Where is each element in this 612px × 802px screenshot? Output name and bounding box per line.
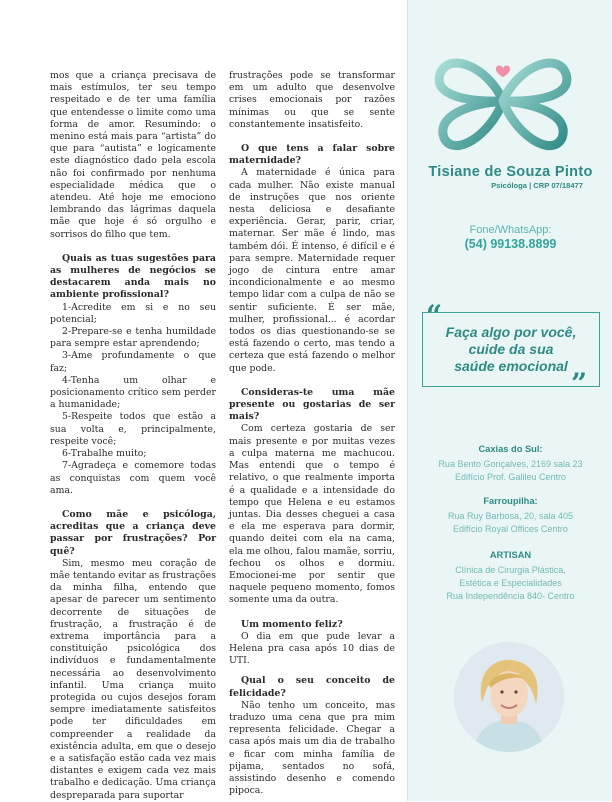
answer-paragraph: Não tenho um conceito, mas traduzo uma cena que pra mim representa felicidade. Chegar a casa após mais um dia de trabalho e ficar com minha família de pijama, sentados no sofá, assistindo desenho e comendo pipoca. [229,699,395,797]
quote-line: Faça algo por você, [445,324,577,340]
butterfly-logo-icon [428,46,578,156]
tip-item: 1-Acredite em si e no seu potencial; [50,301,216,325]
question-heading: Um momento feliz? [241,618,343,630]
paragraph-continuation: frustrações pode se transformar em um adulto que desenvolve crises emocionais por razões mínimas ou que se sente constantemente insatisfeito. [229,70,395,130]
location-building: Edifício Prof. Galileu Centro [454,472,567,482]
article-column-right [229,70,395,797]
location-address: Rua Independência 840- Centro [446,591,575,601]
phone-number: (54) 99138.8899 [464,237,557,251]
therapist-credentials: Psicóloga | CRP 07/18477 [491,181,583,190]
heart-icon [496,66,510,77]
tip-item: 5-Respeite todos que estão a sua volta e, principalmente, respeite você; [50,411,216,447]
phone-label: Fone/WhatsApp: [469,224,552,236]
open-quote-icon: “ [426,299,443,332]
answer-paragraph: Com certeza gostaria de ser mais presente e por muitas vezes a culpa materna me machucou. Mas entendi que o tempo é relativo, o que realmente importa é a qualidade e a intensidade do tempo que Helena e eu estamos juntas. Dia desses cheguei a casa e ela me esperava para dormir, quando deitei com ela na cama, ela me olhou, falou mamãe, sorriu, fechou os olhos e dormiu. Emocionei-me por sentir que naquele pequeno momento, fomos somente uma da outra. [229,423,395,606]
location-title: ARTISAN [489,550,532,560]
tip-item: 7-Agradeça e comemore todas as conquistas com quem você ama. [50,460,216,496]
question-heading: Como mãe e psicóloga, acreditas que a criança deve passar por frustrações? Por quê? [50,508,216,557]
location-description: Estética e Especialidades [459,578,562,588]
answer-paragraph: Sim, mesmo meu coração de mãe tentando evitar as frustrações da minha filha, entendo que apesar de parecer um sentimento decorrente de situações de frustração, a frustração é de extrema importância para a constituição psicológica dos indivíduos e fundamentalmente necessária ao desenvolvimento infantil. Uma criança muito protegida ou cujos desejos foram sempre imediatamente satisfeitos pode ter dificuldades em compreender a realidade da existência adulta, em que o desejo e a satisfação estão cada vez mais distantes e exigem cada vez mais trabalho e dedicação. Uma criança despreparada para suportar [50,557,216,801]
question-heading: O que tens a falar sobre maternidade? [229,143,395,167]
answer-paragraph: O dia em que pude levar a Helena pra casa após 10 dias de UTI. [229,630,395,667]
location-title: Caxias do Sul: [478,444,543,454]
question-heading: Qual o seu conceito de felicidade? [229,675,395,699]
location-title: Farroupilha: [483,496,538,506]
close-quote-icon: ” [571,367,588,400]
answer-paragraph: A maternidade é única para cada mulher. Não existe manual de instruções que nos oriente nesta deliciosa e desafiante experiência. Gerar, parir, criar, maternar. Ser mãe é lindo, mas também dói. É intenso, é difícil e é para sempre. Maternidade requer jogo de cintura entre amar incondicionalmente e ao mesmo tempo lidar com a culpa de não se sentir suficiente. É ser mãe, mulher, profissional... é acordar todos os dias questionando-se se está fazendo o certo, mas tendo a certeza que está fazendo o melhor que pode. [229,167,395,374]
tip-item: 2-Prepare-se e tenha humildade para sempre estar aprendendo; [50,326,216,350]
advertisement-sidebar [407,0,612,801]
quote-line: cuide da sua [468,341,554,357]
paragraph-intro: mos que a criança precisava de mais estímulos, ter seu tempo respeitado e de ter uma família que entendesse o limite como uma forma de amor. Resumindo: o menino está mais para “artista” do que para “autista” e logicamente este diagnóstico dado pela escola não foi confirmado por nenhuma especialidade médica que o atendeu. Até hoje me emociono lembrando das lágrimas daquela mãe que hoje é só orgulho e sorrisos do filho que tem. [50,70,216,240]
portrait-photo [454,642,564,752]
location-address: Rua Bento Gonçalves, 2169 sala 23 [438,459,583,469]
question-heading: Quais as tuas sugestões para as mulheres de negócios se destacarem anda mais no ambiente profissional? [50,252,216,301]
article-column-left [50,70,216,802]
therapist-name: Tisiane de Souza Pinto [428,164,593,180]
tip-item: 6-Trabalhe muito; [62,448,147,460]
quote-line: saúde emocional [454,358,568,374]
question-heading: Consideras-te uma mãe presente ou gostarias de ser mais? [229,386,395,423]
tip-item: 3-Ame profundamente o que faz; [50,350,216,374]
location-description: Clínica de Cirurgia Plástica, [455,565,566,575]
location-address: Rua Ruy Barbosa, 20, sala 405 [447,511,574,521]
location-building: Edifício Royal Offices Centro [453,524,568,534]
tip-item: 4-Tenha um olhar e posicionamento crítico sem perder a humanidade; [50,374,216,411]
